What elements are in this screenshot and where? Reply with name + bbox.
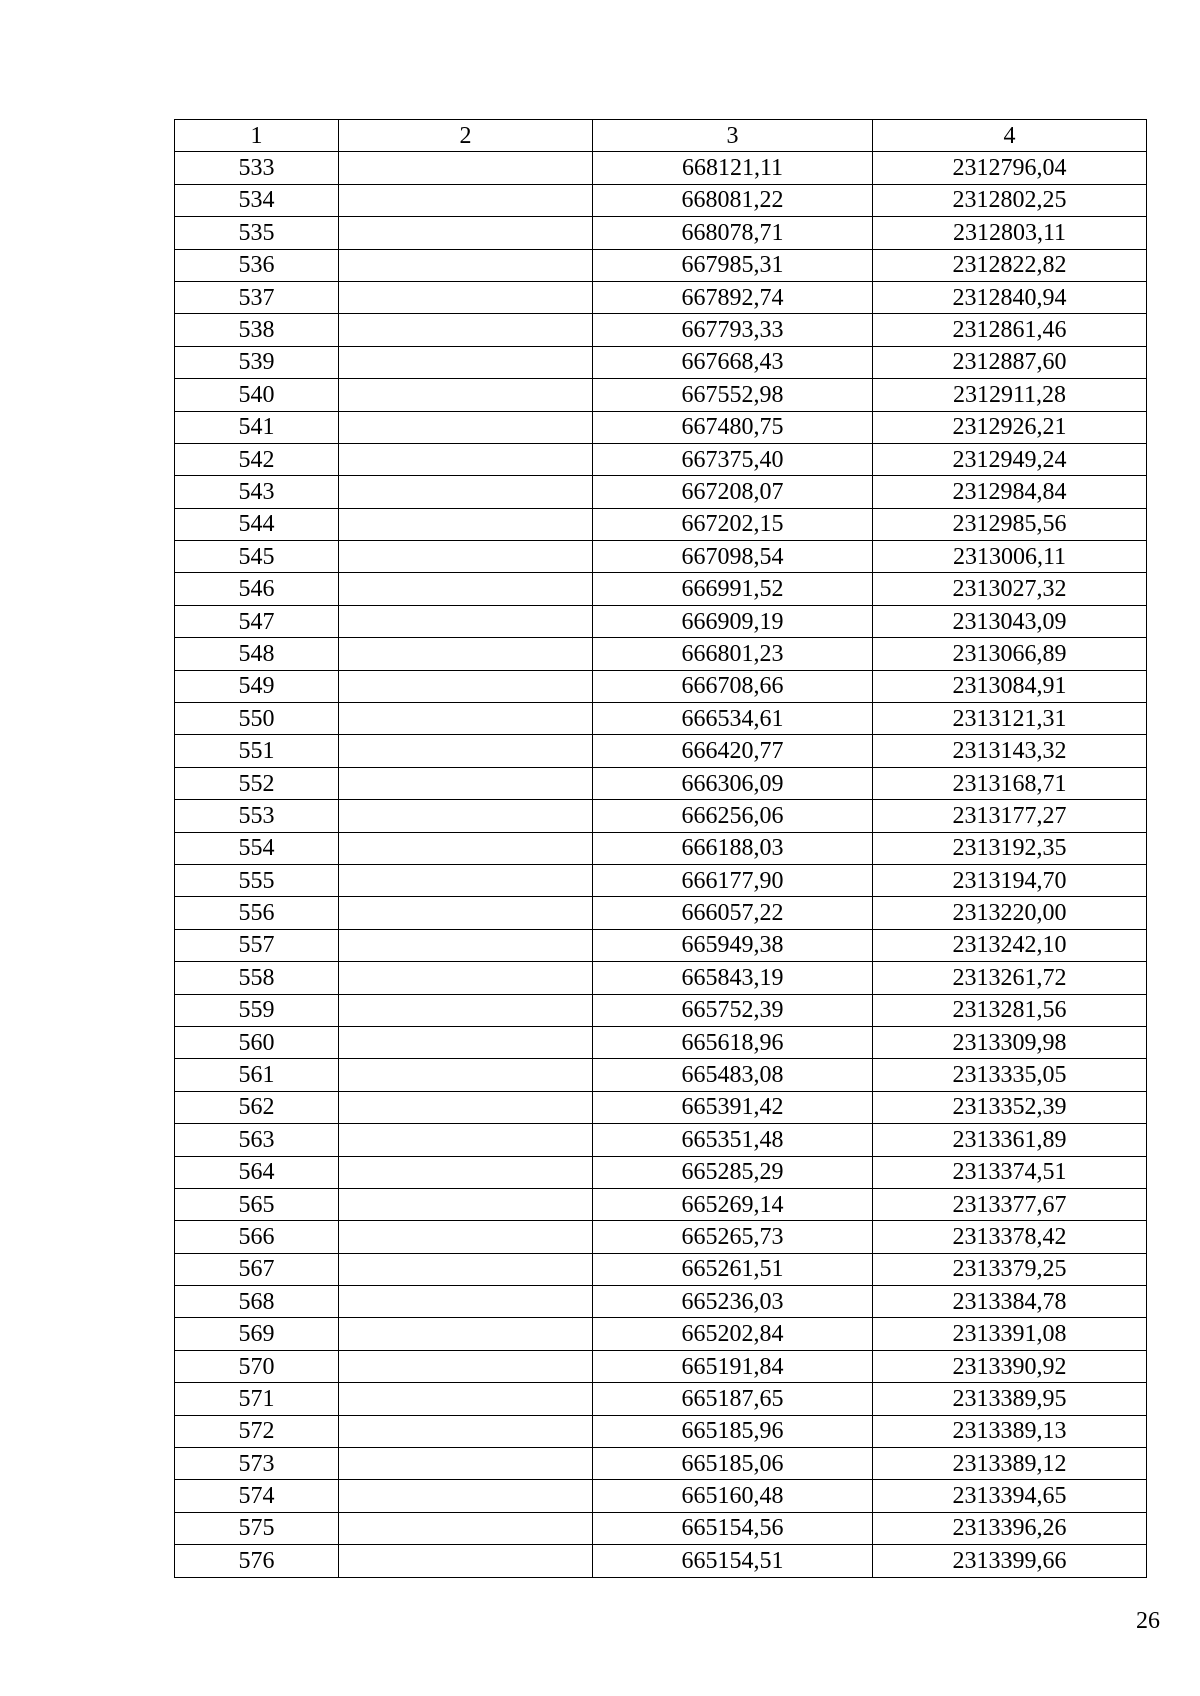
empty-cell xyxy=(339,897,593,929)
point-number-cell: 566 xyxy=(175,1221,339,1253)
table-row xyxy=(175,281,1147,313)
point-number-cell: 567 xyxy=(175,1253,339,1285)
coordinate-y-cell: 2313399,66 xyxy=(873,1545,1147,1577)
table-row xyxy=(175,897,1147,929)
coordinate-x-cell: 667480,75 xyxy=(593,411,873,443)
point-number-cell: 574 xyxy=(175,1480,339,1512)
point-number-cell: 557 xyxy=(175,929,339,961)
table-row xyxy=(175,249,1147,281)
coordinate-y-cell: 2312985,56 xyxy=(873,508,1147,540)
coordinate-x-cell: 665154,56 xyxy=(593,1512,873,1544)
coordinate-x-cell: 668081,22 xyxy=(593,184,873,216)
table-body xyxy=(175,152,1147,1577)
point-number-cell: 564 xyxy=(175,1156,339,1188)
empty-cell xyxy=(339,605,593,637)
coordinate-y-cell: 2313281,56 xyxy=(873,994,1147,1026)
table-row xyxy=(175,864,1147,896)
header-col-2: 2 xyxy=(339,120,593,152)
coordinate-x-cell: 668078,71 xyxy=(593,217,873,249)
coordinate-x-cell: 665191,84 xyxy=(593,1350,873,1382)
table-row xyxy=(175,1545,1147,1577)
coordinate-y-cell: 2313374,51 xyxy=(873,1156,1147,1188)
coordinate-y-cell: 2313043,09 xyxy=(873,605,1147,637)
empty-cell xyxy=(339,152,593,184)
point-number-cell: 542 xyxy=(175,443,339,475)
point-number-cell: 539 xyxy=(175,346,339,378)
coordinate-y-cell: 2313084,91 xyxy=(873,670,1147,702)
point-number-cell: 575 xyxy=(175,1512,339,1544)
empty-cell xyxy=(339,864,593,896)
point-number-cell: 536 xyxy=(175,249,339,281)
coordinate-x-cell: 665752,39 xyxy=(593,994,873,1026)
coordinate-y-cell: 2313352,39 xyxy=(873,1091,1147,1123)
coordinate-x-cell: 665261,51 xyxy=(593,1253,873,1285)
empty-cell xyxy=(339,1188,593,1220)
table-row xyxy=(175,670,1147,702)
point-number-cell: 547 xyxy=(175,605,339,637)
table-row xyxy=(175,767,1147,799)
table-row xyxy=(175,1286,1147,1318)
point-number-cell: 561 xyxy=(175,1059,339,1091)
point-number-cell: 568 xyxy=(175,1286,339,1318)
table-row xyxy=(175,1091,1147,1123)
empty-cell xyxy=(339,476,593,508)
table-row xyxy=(175,1448,1147,1480)
coordinate-x-cell: 666177,90 xyxy=(593,864,873,896)
coordinate-y-cell: 2313261,72 xyxy=(873,962,1147,994)
table-row xyxy=(175,1318,1147,1350)
point-number-cell: 543 xyxy=(175,476,339,508)
coordinate-y-cell: 2313242,10 xyxy=(873,929,1147,961)
table-row xyxy=(175,152,1147,184)
coordinate-y-cell: 2313396,26 xyxy=(873,1512,1147,1544)
coordinate-y-cell: 2313389,95 xyxy=(873,1383,1147,1415)
empty-cell xyxy=(339,314,593,346)
point-number-cell: 551 xyxy=(175,735,339,767)
point-number-cell: 540 xyxy=(175,379,339,411)
empty-cell xyxy=(339,281,593,313)
coordinate-y-cell: 2313066,89 xyxy=(873,638,1147,670)
page-number: 26 xyxy=(1136,1608,1160,1634)
point-number-cell: 534 xyxy=(175,184,339,216)
table-row xyxy=(175,703,1147,735)
coordinates-table xyxy=(174,119,1147,1578)
coordinate-y-cell: 2313394,65 xyxy=(873,1480,1147,1512)
coordinate-x-cell: 665187,65 xyxy=(593,1383,873,1415)
empty-cell xyxy=(339,735,593,767)
point-number-cell: 554 xyxy=(175,832,339,864)
point-number-cell: 553 xyxy=(175,800,339,832)
coordinate-x-cell: 667668,43 xyxy=(593,346,873,378)
empty-cell xyxy=(339,1286,593,1318)
coordinate-x-cell: 666256,06 xyxy=(593,800,873,832)
coordinate-y-cell: 2313027,32 xyxy=(873,573,1147,605)
empty-cell xyxy=(339,1091,593,1123)
point-number-cell: 556 xyxy=(175,897,339,929)
empty-cell xyxy=(339,541,593,573)
table-row xyxy=(175,314,1147,346)
coordinate-x-cell: 665285,29 xyxy=(593,1156,873,1188)
empty-cell xyxy=(339,184,593,216)
table-row xyxy=(175,962,1147,994)
table-row xyxy=(175,1512,1147,1544)
coordinate-y-cell: 2313391,08 xyxy=(873,1318,1147,1350)
coordinate-x-cell: 667202,15 xyxy=(593,508,873,540)
coordinate-y-cell: 2313378,42 xyxy=(873,1221,1147,1253)
coordinate-x-cell: 667552,98 xyxy=(593,379,873,411)
table-row xyxy=(175,1026,1147,1058)
table-row xyxy=(175,411,1147,443)
empty-cell xyxy=(339,1480,593,1512)
coordinate-x-cell: 668121,11 xyxy=(593,152,873,184)
coordinate-y-cell: 2312803,11 xyxy=(873,217,1147,249)
header-col-1: 1 xyxy=(175,120,339,152)
coordinate-x-cell: 667985,31 xyxy=(593,249,873,281)
point-number-cell: 550 xyxy=(175,703,339,735)
coordinate-y-cell: 2312949,24 xyxy=(873,443,1147,475)
point-number-cell: 535 xyxy=(175,217,339,249)
coordinate-x-cell: 667098,54 xyxy=(593,541,873,573)
table-row xyxy=(175,605,1147,637)
coordinate-y-cell: 2313006,11 xyxy=(873,541,1147,573)
empty-cell xyxy=(339,962,593,994)
empty-cell xyxy=(339,1059,593,1091)
table-row xyxy=(175,1415,1147,1447)
coordinate-x-cell: 665618,96 xyxy=(593,1026,873,1058)
empty-cell xyxy=(339,1383,593,1415)
point-number-cell: 570 xyxy=(175,1350,339,1382)
table-row xyxy=(175,217,1147,249)
empty-cell xyxy=(339,1448,593,1480)
coordinate-y-cell: 2312926,21 xyxy=(873,411,1147,443)
empty-cell xyxy=(339,411,593,443)
empty-cell xyxy=(339,346,593,378)
coordinate-x-cell: 667375,40 xyxy=(593,443,873,475)
point-number-cell: 563 xyxy=(175,1124,339,1156)
coordinate-x-cell: 665154,51 xyxy=(593,1545,873,1577)
coordinate-y-cell: 2313377,67 xyxy=(873,1188,1147,1220)
coordinate-x-cell: 665483,08 xyxy=(593,1059,873,1091)
coordinate-y-cell: 2312802,25 xyxy=(873,184,1147,216)
coordinate-y-cell: 2312796,04 xyxy=(873,152,1147,184)
point-number-cell: 572 xyxy=(175,1415,339,1447)
point-number-cell: 545 xyxy=(175,541,339,573)
empty-cell xyxy=(339,1350,593,1382)
coordinate-y-cell: 2312861,46 xyxy=(873,314,1147,346)
coordinate-y-cell: 2313194,70 xyxy=(873,864,1147,896)
coordinate-x-cell: 666534,61 xyxy=(593,703,873,735)
table-row xyxy=(175,184,1147,216)
coordinate-y-cell: 2313177,27 xyxy=(873,800,1147,832)
point-number-cell: 562 xyxy=(175,1091,339,1123)
point-number-cell: 555 xyxy=(175,864,339,896)
table-row xyxy=(175,379,1147,411)
empty-cell xyxy=(339,1545,593,1577)
coordinate-y-cell: 2313389,12 xyxy=(873,1448,1147,1480)
empty-cell xyxy=(339,1415,593,1447)
empty-cell xyxy=(339,638,593,670)
point-number-cell: 560 xyxy=(175,1026,339,1058)
header-col-3: 3 xyxy=(593,120,873,152)
table-row xyxy=(175,541,1147,573)
coordinate-y-cell: 2313384,78 xyxy=(873,1286,1147,1318)
coordinate-x-cell: 665185,96 xyxy=(593,1415,873,1447)
empty-cell xyxy=(339,1124,593,1156)
table-row xyxy=(175,508,1147,540)
coordinate-y-cell: 2312887,60 xyxy=(873,346,1147,378)
table-row xyxy=(175,1221,1147,1253)
empty-cell xyxy=(339,379,593,411)
coordinate-y-cell: 2313220,00 xyxy=(873,897,1147,929)
empty-cell xyxy=(339,1512,593,1544)
coordinate-x-cell: 667793,33 xyxy=(593,314,873,346)
coordinate-y-cell: 2313192,35 xyxy=(873,832,1147,864)
table-row xyxy=(175,476,1147,508)
point-number-cell: 571 xyxy=(175,1383,339,1415)
coordinate-x-cell: 666708,66 xyxy=(593,670,873,702)
coordinate-y-cell: 2312984,84 xyxy=(873,476,1147,508)
coordinate-x-cell: 665185,06 xyxy=(593,1448,873,1480)
table-row xyxy=(175,832,1147,864)
table-row xyxy=(175,638,1147,670)
table-row xyxy=(175,1124,1147,1156)
empty-cell xyxy=(339,573,593,605)
empty-cell xyxy=(339,929,593,961)
table-row xyxy=(175,1350,1147,1382)
table-row xyxy=(175,443,1147,475)
coordinate-y-cell: 2313361,89 xyxy=(873,1124,1147,1156)
table-row xyxy=(175,929,1147,961)
coordinate-y-cell: 2312840,94 xyxy=(873,281,1147,313)
coordinate-y-cell: 2313390,92 xyxy=(873,1350,1147,1382)
empty-cell xyxy=(339,767,593,799)
coordinate-x-cell: 666801,23 xyxy=(593,638,873,670)
table-row xyxy=(175,1253,1147,1285)
point-number-cell: 558 xyxy=(175,962,339,994)
point-number-cell: 565 xyxy=(175,1188,339,1220)
point-number-cell: 569 xyxy=(175,1318,339,1350)
empty-cell xyxy=(339,832,593,864)
coordinate-y-cell: 2312822,82 xyxy=(873,249,1147,281)
point-number-cell: 533 xyxy=(175,152,339,184)
empty-cell xyxy=(339,249,593,281)
coordinate-y-cell: 2313379,25 xyxy=(873,1253,1147,1285)
empty-cell xyxy=(339,994,593,1026)
coordinate-x-cell: 666188,03 xyxy=(593,832,873,864)
table-row xyxy=(175,346,1147,378)
coordinate-x-cell: 666991,52 xyxy=(593,573,873,605)
empty-cell xyxy=(339,1156,593,1188)
coordinate-x-cell: 665351,48 xyxy=(593,1124,873,1156)
coordinate-x-cell: 665265,73 xyxy=(593,1221,873,1253)
coordinate-y-cell: 2313168,71 xyxy=(873,767,1147,799)
coordinate-x-cell: 666306,09 xyxy=(593,767,873,799)
coordinate-x-cell: 665269,14 xyxy=(593,1188,873,1220)
empty-cell xyxy=(339,443,593,475)
coordinate-x-cell: 666420,77 xyxy=(593,735,873,767)
coordinate-x-cell: 665949,38 xyxy=(593,929,873,961)
coordinate-x-cell: 666909,19 xyxy=(593,605,873,637)
point-number-cell: 559 xyxy=(175,994,339,1026)
point-number-cell: 537 xyxy=(175,281,339,313)
coordinate-y-cell: 2312911,28 xyxy=(873,379,1147,411)
table-row xyxy=(175,994,1147,1026)
table-row xyxy=(175,1059,1147,1091)
table-row xyxy=(175,800,1147,832)
empty-cell xyxy=(339,1026,593,1058)
table-row xyxy=(175,1480,1147,1512)
point-number-cell: 573 xyxy=(175,1448,339,1480)
table-row xyxy=(175,1383,1147,1415)
table-row xyxy=(175,735,1147,767)
empty-cell xyxy=(339,1318,593,1350)
point-number-cell: 538 xyxy=(175,314,339,346)
coordinate-y-cell: 2313335,05 xyxy=(873,1059,1147,1091)
point-number-cell: 544 xyxy=(175,508,339,540)
coordinate-x-cell: 667892,74 xyxy=(593,281,873,313)
coordinate-x-cell: 665236,03 xyxy=(593,1286,873,1318)
point-number-cell: 541 xyxy=(175,411,339,443)
coordinate-y-cell: 2313309,98 xyxy=(873,1026,1147,1058)
coordinate-y-cell: 2313143,32 xyxy=(873,735,1147,767)
empty-cell xyxy=(339,217,593,249)
empty-cell xyxy=(339,670,593,702)
coordinate-x-cell: 665160,48 xyxy=(593,1480,873,1512)
point-number-cell: 548 xyxy=(175,638,339,670)
coordinate-x-cell: 665202,84 xyxy=(593,1318,873,1350)
empty-cell xyxy=(339,508,593,540)
point-number-cell: 549 xyxy=(175,670,339,702)
coordinate-x-cell: 666057,22 xyxy=(593,897,873,929)
coordinate-x-cell: 667208,07 xyxy=(593,476,873,508)
coordinate-x-cell: 665391,42 xyxy=(593,1091,873,1123)
coordinate-y-cell: 2313389,13 xyxy=(873,1415,1147,1447)
empty-cell xyxy=(339,703,593,735)
coordinate-y-cell: 2313121,31 xyxy=(873,703,1147,735)
point-number-cell: 552 xyxy=(175,767,339,799)
empty-cell xyxy=(339,1253,593,1285)
table-header-row xyxy=(175,120,1147,152)
empty-cell xyxy=(339,1221,593,1253)
empty-cell xyxy=(339,800,593,832)
table-row xyxy=(175,573,1147,605)
point-number-cell: 546 xyxy=(175,573,339,605)
header-col-4: 4 xyxy=(873,120,1147,152)
point-number-cell: 576 xyxy=(175,1545,339,1577)
table-row xyxy=(175,1188,1147,1220)
table-row xyxy=(175,1156,1147,1188)
coordinate-x-cell: 665843,19 xyxy=(593,962,873,994)
